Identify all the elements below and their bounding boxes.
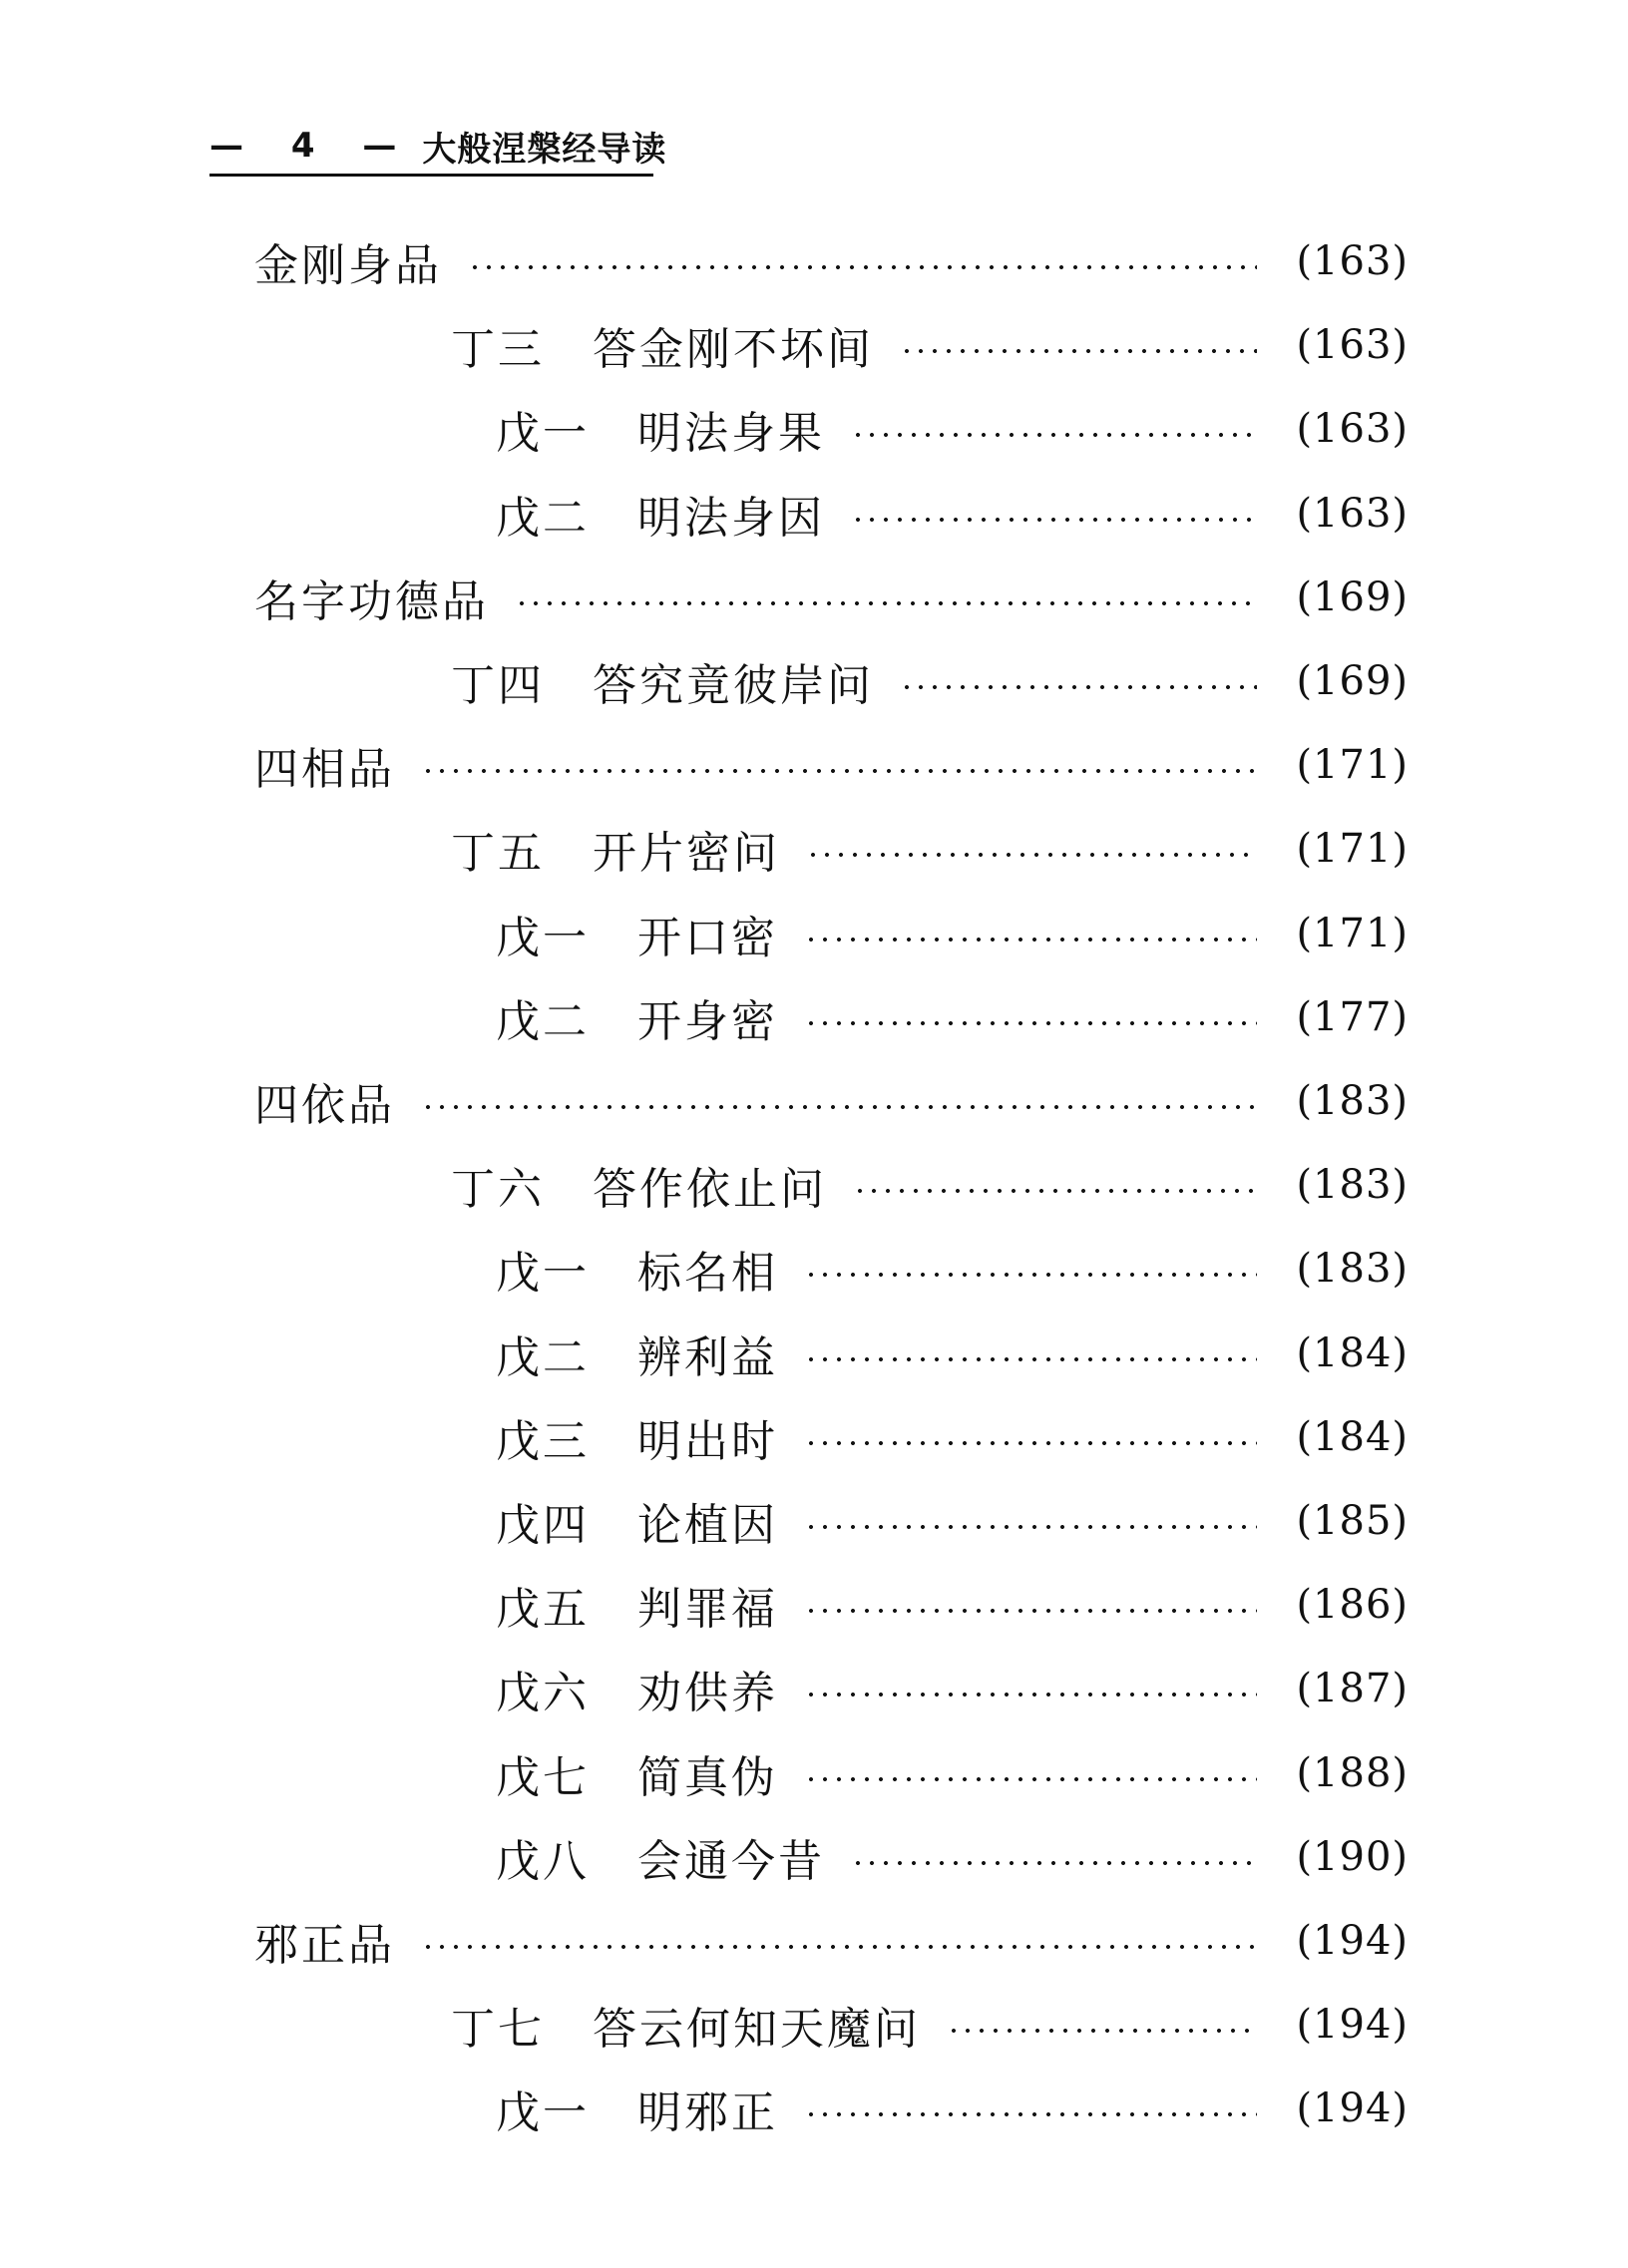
dot-leader <box>947 2029 1257 2033</box>
toc-entry <box>496 1491 1409 1551</box>
toc-entry-label <box>254 1909 395 1973</box>
toc-entry <box>254 231 1409 291</box>
dot-leader <box>853 1189 1257 1193</box>
toc-entry-page: (190) <box>1296 1834 1409 1880</box>
toc-entry-code: 戊七 <box>496 1752 590 1803</box>
toc-entry-title: 名字功德品 <box>254 576 489 627</box>
toc-entry <box>451 1995 1409 2055</box>
dot-leader <box>804 2112 1257 2116</box>
toc-entry-page: (194) <box>1296 1918 1409 1964</box>
toc-entry-title: 简真伪 <box>637 1752 778 1803</box>
toc-entry-page: (163) <box>1296 491 1409 537</box>
toc-entry-page: (183) <box>1296 1078 1409 1124</box>
toc-entry-page: (186) <box>1296 1582 1409 1628</box>
toc-entry <box>496 1659 1409 1718</box>
toc-entry-label <box>254 733 395 797</box>
toc-entry <box>496 1407 1409 1467</box>
toc-entry-title: 四依品 <box>254 1080 395 1131</box>
toc-entry-title: 明邪正 <box>637 2087 778 2138</box>
toc-entry-label <box>496 1657 778 1720</box>
toc-entry-title: 明法身因 <box>637 493 825 544</box>
toc-entry-code: 丁六 <box>451 1164 545 1215</box>
toc-entry-title: 明出时 <box>637 1416 778 1467</box>
toc-entry-label <box>451 817 780 881</box>
toc-entry-label <box>496 902 778 965</box>
toc-entry <box>451 651 1409 711</box>
toc-entry-code: 戊一 <box>496 1248 590 1299</box>
toc-entry-title: 辨利益 <box>637 1332 778 1383</box>
toc-entry-code: 戊一 <box>496 408 590 459</box>
toc-entry-title: 答作依止问 <box>593 1164 827 1215</box>
toc-entry-page: (177) <box>1296 994 1409 1040</box>
toc-entry-page: (163) <box>1296 238 1409 284</box>
toc-entry-code: 戊八 <box>496 1836 590 1887</box>
toc-entry-code: 戊三 <box>496 1416 590 1467</box>
dot-leader <box>515 601 1257 605</box>
toc-entry-page: (171) <box>1296 826 1409 872</box>
toc-entry-code: 戊六 <box>496 1668 590 1718</box>
toc-entry-label <box>496 397 825 461</box>
dot-leader <box>804 1357 1257 1361</box>
dot-leader <box>421 1105 1257 1109</box>
toc-entry <box>254 567 1409 627</box>
toc-entry-page: (187) <box>1296 1666 1409 1711</box>
toc-entry-page: (194) <box>1296 2085 1409 2131</box>
toc-entry-title: 开片密问 <box>593 828 780 879</box>
toc-entry-label <box>254 229 442 293</box>
toc-entry-page: (188) <box>1296 1750 1409 1796</box>
toc-entry <box>496 1239 1409 1299</box>
toc-entry <box>254 1071 1409 1131</box>
toc-entry-title: 四相品 <box>254 744 395 795</box>
toc-entry-label <box>496 482 825 546</box>
toc-entry <box>451 1155 1409 1215</box>
toc-entry-title: 劝供养 <box>637 1668 778 1718</box>
dot-leader <box>804 938 1257 942</box>
toc-entry-title: 论植因 <box>637 1500 778 1551</box>
toc-entry-page: (163) <box>1296 322 1409 368</box>
dot-leader <box>804 1525 1257 1529</box>
toc-entry <box>496 987 1409 1047</box>
toc-entry-code: 丁三 <box>451 324 545 375</box>
toc-entry-page: (183) <box>1296 1162 1409 1208</box>
dot-leader <box>804 1273 1257 1277</box>
toc-entry-title: 答究竟彼岸问 <box>593 660 874 711</box>
toc-entry-page: (183) <box>1296 1246 1409 1292</box>
toc-entry <box>496 1743 1409 1803</box>
toc-entry-label <box>451 1153 827 1217</box>
toc-entry-title: 答金刚不坏间 <box>593 324 874 375</box>
toc-entry-title: 判罪福 <box>637 1584 778 1635</box>
toc-entry-page: (184) <box>1296 1414 1409 1460</box>
toc-entry-code: 戊五 <box>496 1584 590 1635</box>
toc-entry-page: (169) <box>1296 574 1409 620</box>
toc-entry-label <box>496 1741 778 1805</box>
toc-entry-code: 丁五 <box>451 828 545 879</box>
toc-entry-title: 金刚身品 <box>254 240 442 291</box>
toc-entry-label <box>496 1322 778 1385</box>
toc-entry <box>496 2079 1409 2138</box>
toc-entry-page: (194) <box>1296 2002 1409 2048</box>
toc-entry-title: 答云何知天魔问 <box>593 2004 921 2055</box>
toc-entry <box>496 1575 1409 1635</box>
dot-leader <box>851 518 1257 522</box>
toc-entry <box>496 1827 1409 1887</box>
toc-entry-title: 开口密 <box>637 913 778 963</box>
dot-leader <box>421 769 1257 773</box>
toc-entry <box>496 399 1409 459</box>
toc-entry-label <box>496 2077 778 2140</box>
toc-entry-page: (171) <box>1296 911 1409 956</box>
dot-leader <box>900 685 1257 689</box>
toc-entry-page: (163) <box>1296 406 1409 452</box>
toc-entry-title: 标名相 <box>637 1248 778 1299</box>
toc-entry-label <box>451 649 874 713</box>
toc-entry <box>496 484 1409 544</box>
page-header <box>209 118 667 177</box>
dot-leader <box>804 1441 1257 1445</box>
dot-leader <box>851 1861 1257 1865</box>
toc-entry-page: (169) <box>1296 658 1409 704</box>
toc-entry-code: 戊四 <box>496 1500 590 1551</box>
toc-entry-title: 开身密 <box>637 996 778 1047</box>
toc-entry-title: 邪正品 <box>254 1920 395 1971</box>
toc-entry <box>254 1911 1409 1971</box>
toc-entry-code: 丁七 <box>451 2004 545 2055</box>
toc-entry-code: 戊二 <box>496 493 590 544</box>
dot-leader <box>468 265 1257 269</box>
toc-entry-page: (185) <box>1296 1498 1409 1544</box>
toc-entry-label <box>496 1825 825 1889</box>
toc-entry-page: (184) <box>1296 1330 1409 1376</box>
toc-entry-label <box>496 1405 778 1469</box>
dot-leader <box>806 853 1257 857</box>
toc-entry <box>254 735 1409 795</box>
toc-entry <box>451 819 1409 879</box>
toc-entry-code: 丁四 <box>451 660 545 711</box>
toc-entry-label <box>451 1993 921 2057</box>
toc-entry-page: (171) <box>1296 742 1409 788</box>
toc-entry-label <box>496 1489 778 1553</box>
dot-leader <box>804 1021 1257 1025</box>
toc-entry-code: 戊一 <box>496 2087 590 2138</box>
toc-entry <box>451 315 1409 375</box>
toc-entry <box>496 1323 1409 1383</box>
toc-entry-label <box>451 313 874 377</box>
toc-entry-title: 明法身果 <box>637 408 825 459</box>
toc-entry-code: 戊二 <box>496 996 590 1047</box>
dot-leader <box>804 1693 1257 1697</box>
toc-entry-label <box>496 1237 778 1301</box>
dot-leader <box>900 349 1257 353</box>
toc-entry <box>496 904 1409 963</box>
page-number: — 4 — <box>209 126 415 166</box>
toc-entry-label <box>254 566 489 629</box>
book-title: 大般涅槃经导读 <box>422 129 667 170</box>
toc-entry-code: 戊一 <box>496 913 590 963</box>
toc-entry-title: 会通今昔 <box>637 1836 825 1887</box>
dot-leader <box>851 433 1257 437</box>
dot-leader <box>421 1945 1257 1949</box>
toc-entry-label <box>496 985 778 1049</box>
toc-entry-label <box>254 1069 395 1133</box>
dot-leader <box>804 1609 1257 1613</box>
toc-entry-label <box>496 1573 778 1637</box>
toc-entry-code: 戊二 <box>496 1332 590 1383</box>
dot-leader <box>804 1777 1257 1781</box>
